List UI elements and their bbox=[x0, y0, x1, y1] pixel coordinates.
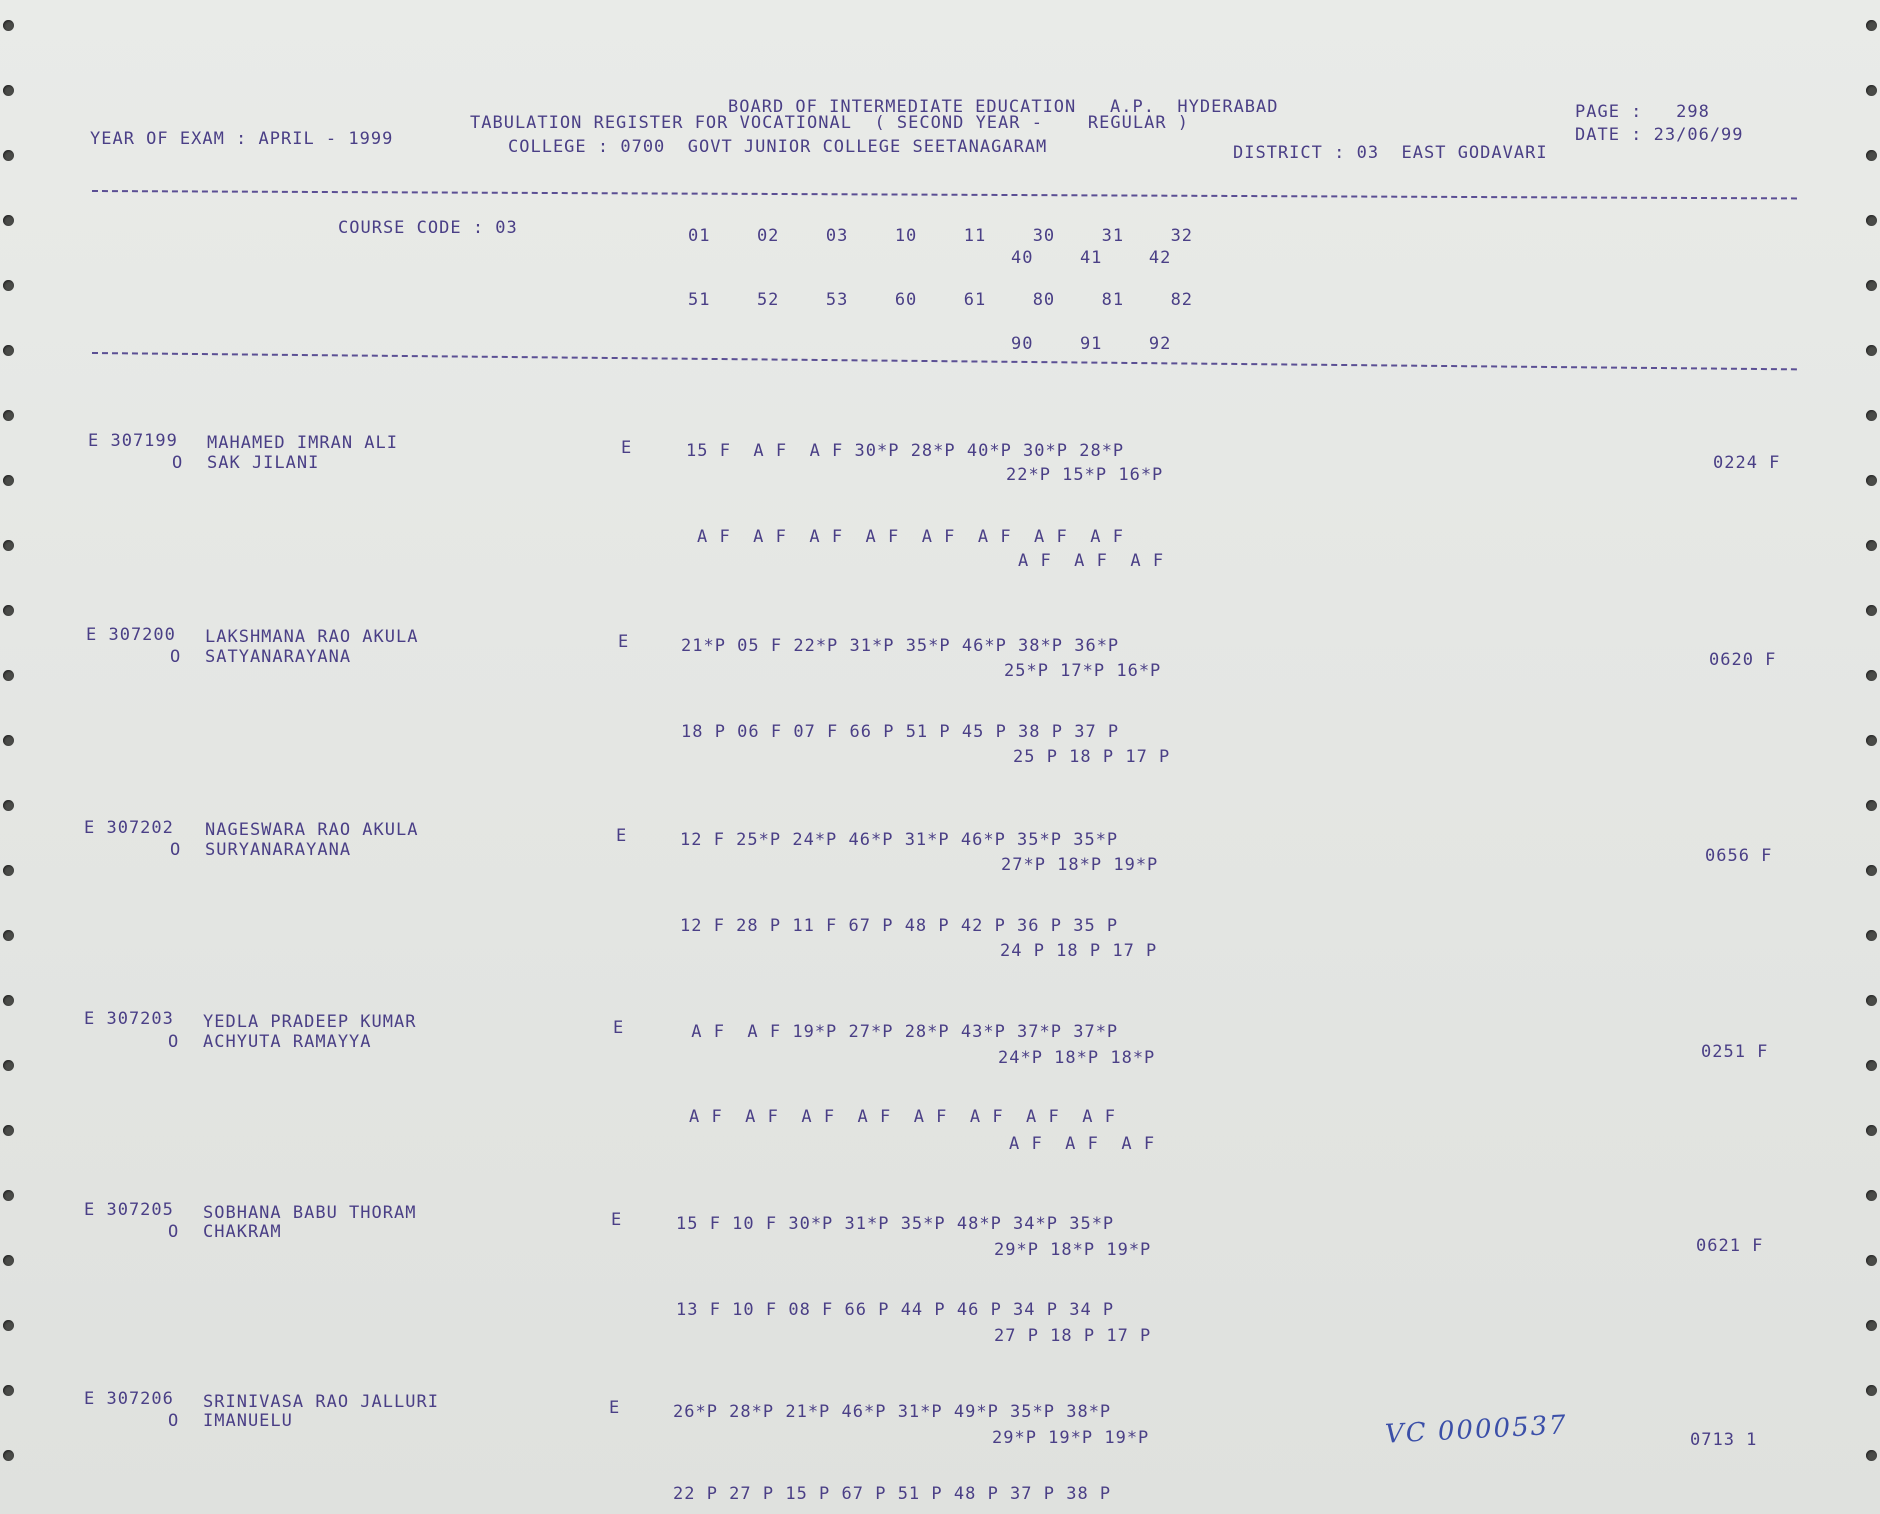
marks-row: A F A F A F bbox=[1018, 551, 1165, 571]
student-name: MAHAMED IMRAN ALI bbox=[207, 433, 398, 453]
district-line: DISTRICT : 03 EAST GODAVARI bbox=[1233, 143, 1548, 163]
college-line: COLLEGE : 0700 GOVT JUNIOR COLLEGE SEETANAGARAM bbox=[508, 137, 1048, 157]
feed-hole bbox=[1866, 280, 1877, 291]
feed-hole bbox=[3, 410, 14, 421]
feed-hole bbox=[3, 800, 14, 811]
feed-hole bbox=[3, 1385, 14, 1396]
subject-codes-row1b: 40 41 42 bbox=[1011, 248, 1172, 268]
grand-total: 0713 1 bbox=[1690, 1430, 1758, 1450]
grand-total: 0620 F bbox=[1709, 650, 1777, 670]
father-prefix: O bbox=[168, 1032, 180, 1052]
marks-row: 22*P 15*P 16*P bbox=[1006, 465, 1164, 485]
feed-hole bbox=[1866, 1125, 1877, 1136]
feed-hole bbox=[1866, 345, 1877, 356]
feed-hole bbox=[3, 930, 14, 941]
student-id: E 307202 bbox=[84, 818, 174, 838]
subject-codes-row1: 01 02 03 10 11 30 31 32 bbox=[688, 226, 1194, 246]
student-name: YEDLA PRADEEP KUMAR bbox=[203, 1012, 417, 1032]
feed-hole bbox=[3, 150, 14, 161]
father-name: ACHYUTA RAMAYYA bbox=[203, 1032, 372, 1052]
marks-row: 12 F 25*P 24*P 46*P 31*P 46*P 35*P 35*P bbox=[680, 830, 1119, 850]
feed-hole bbox=[3, 1125, 14, 1136]
feed-hole bbox=[1866, 1450, 1877, 1461]
feed-hole bbox=[3, 1060, 14, 1071]
marks-row: 27*P 18*P 19*P bbox=[1001, 855, 1159, 875]
feed-hole bbox=[3, 345, 14, 356]
marks-row: 12 F 28 P 11 F 67 P 48 P 42 P 36 P 35 P bbox=[680, 916, 1119, 936]
feed-hole bbox=[1866, 605, 1877, 616]
feed-hole bbox=[1866, 1255, 1877, 1266]
student-name: NAGESWARA RAO AKULA bbox=[205, 820, 419, 840]
tractor-feed-holes-left bbox=[0, 0, 20, 1514]
feed-hole bbox=[3, 280, 14, 291]
marks-row: 26*P 28*P 21*P 46*P 31*P 49*P 35*P 38*P bbox=[673, 1402, 1112, 1422]
header-divider bbox=[92, 190, 1797, 199]
feed-hole bbox=[1866, 215, 1877, 226]
subject-codes-row2: 51 52 53 60 61 80 81 82 bbox=[688, 290, 1194, 310]
feed-hole bbox=[3, 735, 14, 746]
father-prefix: O bbox=[170, 647, 182, 667]
marks-row: 13 F 10 F 08 F 66 P 44 P 46 P 34 P 34 P bbox=[676, 1300, 1115, 1320]
feed-hole bbox=[1866, 1385, 1877, 1396]
feed-hole bbox=[1866, 670, 1877, 681]
student-name: LAKSHMANA RAO AKULA bbox=[205, 627, 419, 647]
course-divider bbox=[92, 352, 1797, 370]
marks-row: 18 P 06 F 07 F 66 P 51 P 45 P 38 P 37 P bbox=[681, 722, 1120, 742]
feed-hole bbox=[3, 1255, 14, 1266]
student-id: E 307205 bbox=[84, 1200, 174, 1220]
marks-row: 15 F 10 F 30*P 31*P 35*P 48*P 34*P 35*P bbox=[676, 1214, 1115, 1234]
marks-row: A F A F A F A F A F A F A F A F bbox=[689, 1107, 1116, 1127]
subject-codes-row3: 90 91 92 bbox=[1011, 334, 1172, 354]
feed-hole bbox=[1866, 85, 1877, 96]
medium: E bbox=[611, 1210, 623, 1230]
grand-total: 0621 F bbox=[1696, 1236, 1764, 1256]
father-prefix: O bbox=[172, 453, 184, 473]
feed-hole bbox=[3, 85, 14, 96]
marks-row: 29*P 19*P 19*P bbox=[992, 1428, 1150, 1448]
marks-row: 15 F A F A F 30*P 28*P 40*P 30*P 28*P bbox=[686, 441, 1125, 461]
feed-hole bbox=[1866, 1060, 1877, 1071]
medium: E bbox=[613, 1018, 625, 1038]
feed-hole bbox=[3, 1190, 14, 1201]
medium: E bbox=[618, 632, 630, 652]
course-code-label: COURSE CODE : 03 bbox=[338, 218, 518, 238]
handwritten-reference-number: VC 0000537 bbox=[1384, 1410, 1569, 1450]
feed-hole bbox=[1866, 1190, 1877, 1201]
feed-hole bbox=[3, 20, 14, 31]
marks-row: 24*P 18*P 18*P bbox=[998, 1048, 1156, 1068]
tractor-feed-holes-right bbox=[1860, 0, 1880, 1514]
father-name: SURYANARAYANA bbox=[205, 840, 352, 860]
medium: E bbox=[609, 1398, 621, 1418]
feed-hole bbox=[3, 670, 14, 681]
feed-hole bbox=[3, 605, 14, 616]
father-prefix: O bbox=[168, 1411, 180, 1431]
feed-hole bbox=[1866, 475, 1877, 486]
feed-hole bbox=[1866, 1320, 1877, 1331]
student-id: E 307203 bbox=[84, 1009, 174, 1029]
father-name: SATYANARAYANA bbox=[205, 647, 352, 667]
father-name: SAK JILANI bbox=[207, 453, 320, 473]
feed-hole bbox=[1866, 150, 1877, 161]
feed-hole bbox=[1866, 800, 1877, 811]
feed-hole bbox=[3, 995, 14, 1006]
year-of-exam: YEAR OF EXAM : APRIL - 1999 bbox=[90, 129, 394, 149]
marks-row: A F A F A F A F A F A F A F A F bbox=[697, 527, 1124, 547]
father-prefix: O bbox=[170, 840, 182, 860]
marks-row: 27 P 18 P 17 P bbox=[994, 1326, 1152, 1346]
marks-row: 22 P 27 P 15 P 67 P 51 P 48 P 37 P 38 P bbox=[673, 1484, 1112, 1504]
feed-hole bbox=[3, 475, 14, 486]
grand-total: 0656 F bbox=[1705, 846, 1773, 866]
feed-hole bbox=[3, 215, 14, 226]
grand-total: 0224 F bbox=[1713, 453, 1781, 473]
student-name: SOBHANA BABU THORAM bbox=[203, 1203, 417, 1223]
student-id: E 307199 bbox=[88, 431, 178, 451]
feed-hole bbox=[3, 1450, 14, 1461]
medium: E bbox=[621, 438, 633, 458]
feed-hole bbox=[1866, 20, 1877, 31]
student-id: E 307200 bbox=[86, 625, 176, 645]
feed-hole bbox=[1866, 995, 1877, 1006]
register-title: TABULATION REGISTER FOR VOCATIONAL ( SECOND YEAR - REGULAR ) bbox=[470, 113, 1190, 133]
father-name: CHAKRAM bbox=[203, 1222, 282, 1242]
marks-row: 21*P 05 F 22*P 31*P 35*P 46*P 38*P 36*P bbox=[681, 636, 1120, 656]
student-id: E 307206 bbox=[84, 1389, 174, 1409]
print-date: DATE : 23/06/99 bbox=[1575, 125, 1744, 145]
feed-hole bbox=[1866, 410, 1877, 421]
father-name: IMANUELU bbox=[203, 1411, 293, 1431]
marks-row: 25*P 17*P 16*P bbox=[1004, 661, 1162, 681]
marks-row: A F A F 19*P 27*P 28*P 43*P 37*P 37*P bbox=[680, 1022, 1119, 1042]
feed-hole bbox=[1866, 540, 1877, 551]
feed-hole bbox=[1866, 930, 1877, 941]
medium: E bbox=[616, 826, 628, 846]
marks-row: A F A F A F bbox=[1009, 1134, 1156, 1154]
feed-hole bbox=[3, 1320, 14, 1331]
page-number: PAGE : 298 bbox=[1575, 102, 1710, 122]
marks-row: 29*P 18*P 19*P bbox=[994, 1240, 1152, 1260]
marks-row: 25 P 18 P 17 P bbox=[1013, 747, 1171, 767]
board-title: BOARD OF INTERMEDIATE EDUCATION A.P. HYDERABAD bbox=[728, 97, 1279, 117]
feed-hole bbox=[1866, 865, 1877, 876]
student-name: SRINIVASA RAO JALLURI bbox=[203, 1392, 439, 1412]
feed-hole bbox=[3, 865, 14, 876]
grand-total: 0251 F bbox=[1701, 1042, 1769, 1062]
feed-hole bbox=[1866, 735, 1877, 746]
marks-row: 24 P 18 P 17 P bbox=[1000, 941, 1158, 961]
father-prefix: O bbox=[168, 1222, 180, 1242]
feed-hole bbox=[3, 540, 14, 551]
